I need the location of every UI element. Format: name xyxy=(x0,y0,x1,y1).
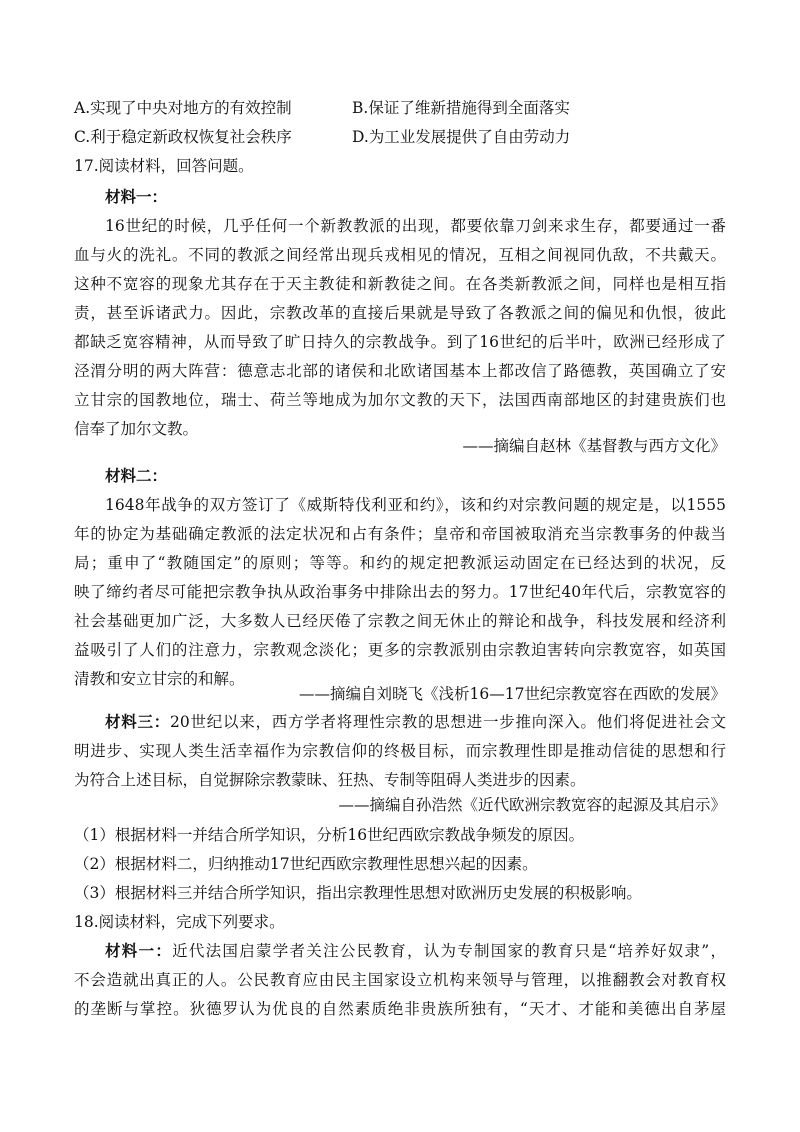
q18-material1-line: 不会造就出真正的人。公民教育应由民主国家设立机构来领导与管理，以推翻教会对教育权 xyxy=(74,971,726,989)
q17-material3-label: 材料三： xyxy=(105,712,171,731)
q17-question-2: （2）根据材料二，归纳推动17世纪西欧宗教理性思想兴起的因素。 xyxy=(74,855,538,873)
option-b: B.保证了维新措施得到全面落实 xyxy=(352,99,570,117)
q18-material1-text: 近代法国启蒙学者关注公民教育，认为专制国家的教育只是“培养好奴隶”， xyxy=(172,942,726,960)
q17-material2-source: ——摘编自刘晓飞《浅析16—17世纪宗教宽容在西欧的发展》 xyxy=(299,685,726,703)
q18-material1-first-line xyxy=(74,938,726,964)
q17-material3-line: 为符合上述目标，自觉摒除宗教蒙昧、狂热、专制等阻碍人类进步的因素。 xyxy=(74,771,586,789)
q17-material1-line: 这种不宽容的现象尤其存在于天主教徒和新教徒之间。在各类新教派之间，同样也是相互指 xyxy=(74,275,726,293)
q18-material1-line: 的垄断与掌控。狄德罗认为优良的自然素质绝非贵族所独有，“天才、才能和美德出自茅屋 xyxy=(74,1000,726,1018)
q17-material1-line: 泾渭分明的两大阵营：德意志北部的诸侯和北欧诸国基本上都改信了路德教，英国确立了安 xyxy=(74,362,726,380)
q17-material1-line: 信奉了加尔文教。 xyxy=(74,420,199,438)
q17-question-1: （1）根据材料一并结合所学知识，分析16世纪西欧宗教战争频发的原因。 xyxy=(74,826,585,844)
q17-material2-line: 局；重申了“教随国定”的原则；等等。和约的规定把教派运动固定在已经达到的状况，反 xyxy=(74,554,726,572)
q17-material2-line: 1648年战争的双方签订了《威斯特伐利亚和约》，该和约对宗教问题的规定是，以1555 xyxy=(105,496,726,514)
option-d: D.为工业发展提供了自由劳动力 xyxy=(352,128,571,146)
q17-material2-line: 社会基础更加广泛，大多数人已经厌倦了宗教之间无休止的辩论和战争，科技发展和经济利 xyxy=(74,612,726,630)
q18-title: 18.阅读材料，完成下列要求。 xyxy=(74,913,285,931)
q17-material2-line: 益吸引了人们的注意力，宗教观念淡化；更多的宗教派别由宗教迫害转向宗教宽容，如英国 xyxy=(74,641,726,659)
q17-material1-source: ——摘编自赵林《基督教与西方文化》 xyxy=(462,437,726,455)
q17-material2-line: 映了缔约者尽可能把宗教争执从政治事务中排除出去的努力。17世纪40年代后，宗教宽容的 xyxy=(74,583,726,601)
q17-material2-line: 年的协定为基础确定教派的法定状况和占有条件；皇帝和帝国被取消充当宗教事务的仲裁当 xyxy=(74,525,726,543)
q17-question-3: （3）根据材料三并结合所学知识，指出宗教理性思想对欧洲历史发展的积极影响。 xyxy=(74,884,642,902)
q17-material2-line: 清教和安立甘宗的和解。 xyxy=(74,670,245,688)
q17-material3-source: ——摘编自孙浩然《近代欧洲宗教宽容的起源及其启示》 xyxy=(338,796,726,814)
q17-material3-line: 明进步、实现人类生活幸福作为宗教信仰的终极目标，而宗教理性即是推动信徒的思想和行 xyxy=(74,742,726,760)
option-c: C.利于稳定新政权恢复社会秩序 xyxy=(74,128,292,146)
q17-material1-label: 材料一： xyxy=(105,187,168,206)
option-a: A.实现了中央对地方的有效控制 xyxy=(74,99,292,117)
q18-material1-label: 材料一： xyxy=(105,941,173,960)
q17-material1-line: 都缺乏宽容精神，从而导致了旷日持久的宗教战争。到了16世纪的后半叶，欧洲已经形成了 xyxy=(74,333,726,351)
q17-material1-line: 血与火的洗礼。不同的教派之间经常出现兵戎相见的情况，互相之间视同仇敌，不共戴天。 xyxy=(74,246,726,264)
q17-title: 17.阅读材料，回答问题。 xyxy=(74,157,254,175)
q17-material2-label: 材料二： xyxy=(105,466,168,485)
q17-material3-text: 20世纪以来，西方学者将理性宗教的思想进一步推向深入。他们将促进社会文 xyxy=(170,713,726,731)
q17-material1-line: 立甘宗的国教地位，瑞士、荷兰等地成为加尔文教的天下，法国西南部地区的封建贵族们也 xyxy=(74,391,726,409)
q17-material1-line: 责，甚至诉诸武力。因此，宗教改革的直接后果就是导致了各教派之间的偏见和仇恨，彼此 xyxy=(74,304,726,322)
q17-material1-line: 16世纪的时候，几乎任何一个新教教派的出现，都要依靠刀剑来求生存，都要通过一番 xyxy=(105,217,726,235)
q17-material3-first-line xyxy=(74,709,726,735)
